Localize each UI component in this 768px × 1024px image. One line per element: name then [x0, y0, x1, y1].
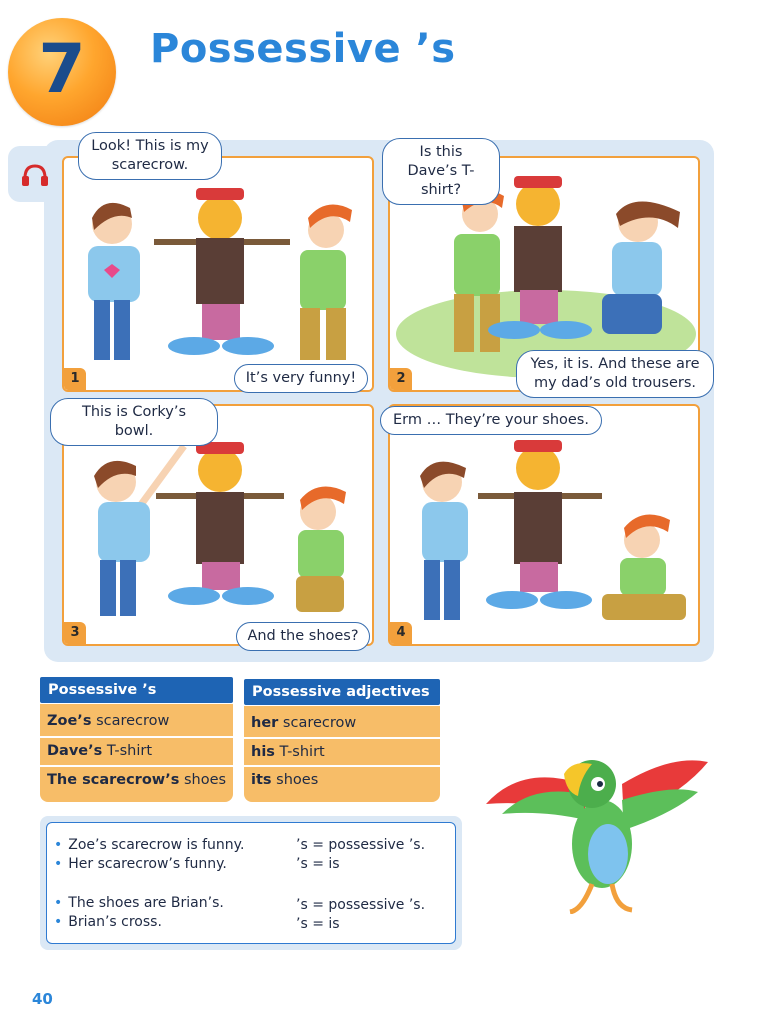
comic-panel-1: [62, 156, 374, 392]
headphones-icon[interactable]: [20, 162, 50, 188]
comic-panel-4: [388, 404, 700, 646]
table-row: its shoes: [244, 765, 440, 791]
scene-zoe-scarecrow-dave-sitting-illustration: [390, 406, 700, 646]
scene-zoe-scarecrow-dave-illustration: [64, 158, 374, 392]
note-explanation: ’s = is: [296, 856, 340, 872]
speech-bubble: And the shoes?: [236, 622, 370, 651]
note-explanation: ’s = possessive ’s.: [296, 897, 426, 913]
speech-bubble: Is this Dave’s T-shirt?: [382, 138, 500, 205]
page-title: Possessive ’s: [150, 26, 456, 72]
speech-bubble: This is Corky’s bowl.: [50, 398, 218, 446]
possessive-table-header: Possessive ’s: [40, 677, 233, 703]
panel-number: 4: [390, 622, 412, 644]
possessive-table: [40, 704, 233, 802]
note-sentence: • Zoe’s scarecrow is funny.: [54, 837, 245, 853]
note-sentence: • Her scarecrow’s funny.: [54, 856, 227, 872]
adjectives-table-header: Possessive adjectives: [244, 679, 440, 705]
table-row: her scarecrow: [251, 715, 357, 731]
speech-bubble: Yes, it is. And these are my dad’s old trousers.: [516, 350, 714, 398]
unit-number-badge: [8, 18, 116, 126]
table-row: Zoe’s scarecrow: [47, 713, 170, 729]
panel-number: 2: [390, 368, 412, 390]
speech-bubble: It’s very funny!: [234, 364, 368, 393]
note-sentence: • Brian’s cross.: [54, 914, 162, 930]
table-row: The scarecrow’s shoes: [40, 765, 233, 791]
table-row: Dave’s T-shirt: [40, 736, 233, 762]
page-number: 40: [32, 990, 53, 1008]
table-row: his T-shirt: [244, 737, 440, 763]
speech-bubble: Erm … They’re your shoes.: [380, 406, 602, 435]
panel-number: 1: [64, 368, 86, 390]
note-explanation: ’s = is: [296, 916, 340, 932]
adjectives-table: [244, 706, 440, 802]
panel-number: 3: [64, 622, 86, 644]
parrot-illustration: [482, 744, 712, 914]
note-explanation: ’s = possessive ’s.: [296, 837, 426, 853]
unit-number: 7: [38, 30, 86, 109]
note-sentence: • The shoes are Brian’s.: [54, 895, 224, 911]
speech-bubble: Look! This is my scarecrow.: [78, 132, 222, 180]
